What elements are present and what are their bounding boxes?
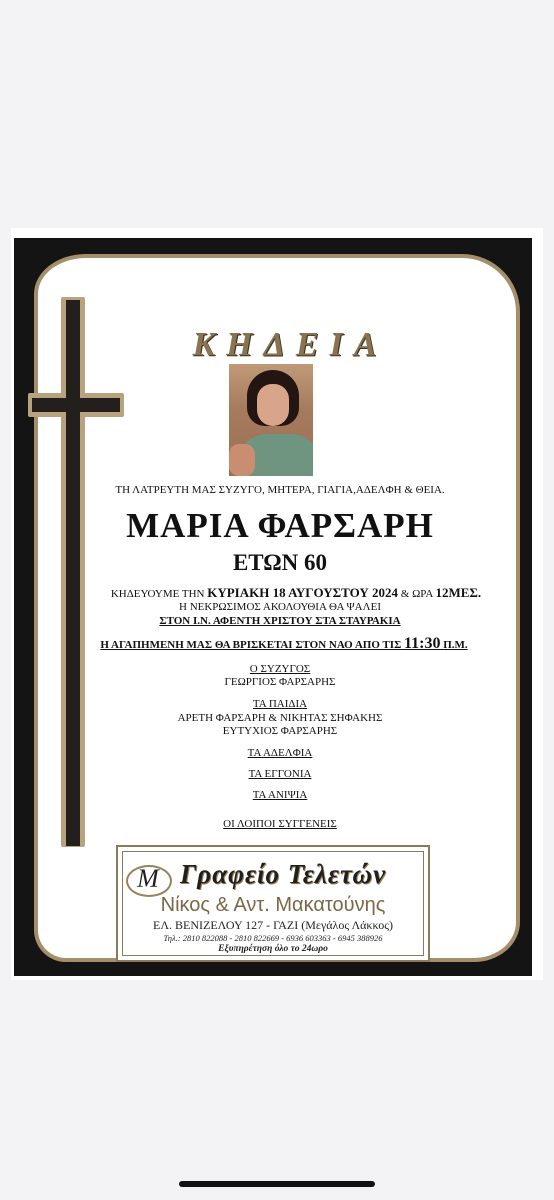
funeral-home-logo [126, 863, 170, 895]
viewing-suffix: Π.Μ. [443, 639, 468, 651]
nephews-label: ΤΑ ΑΝΙΨΙΑ [252, 789, 308, 801]
funeral-prefix: ΚΗΔΕΥΟΥΜΕ ΤΗΝ [110, 588, 205, 600]
children-line-2: ΕΥΤΥΧΙΟΣ ΦΑΡΣΑΡΗΣ [222, 725, 338, 737]
children-label: ΤΑ ΠΑΙΔΙΑ [252, 698, 308, 710]
photo-arm [229, 444, 255, 476]
funeral-home-service: Εξυπηρέτηση όλο το 24ωρο [218, 944, 328, 954]
service-line: Η ΝΕΚΡΩΣΙΜΟΣ ΑΚΟΛΟΥΘΙΑ ΘΑ ΨΑΛΕΙ [179, 601, 381, 613]
deceased-age: ΕΤΩΝ 60 [232, 550, 328, 575]
siblings-label: ΤΑ ΑΔΕΛΦΙΑ [247, 747, 313, 759]
funeral-date: ΚΥΡΙΑΚΗ 18 ΑΥΓΟΥΣΤΟΥ 2024 [207, 585, 399, 600]
grandchildren-label: ΤΑ ΕΓΓΟΝΙΑ [248, 768, 312, 780]
portrait-photo [229, 364, 313, 476]
funeral-home-name: Γραφείο Τελετών [180, 859, 387, 889]
notice-title: ΚΗΔΕΙΑ [192, 326, 388, 363]
logo-letter: Μ [137, 864, 159, 893]
funeral-line [40, 585, 552, 601]
relation-line: ΤΗ ΛΑΤΡΕΥΤΗ ΜΑΣ ΣΥΖΥΓΟ, ΜΗΤΕΡΑ, ΓΙΑΓΙΑ,ΑΔΕΛΦΗ & ΘΕΙΑ. [115, 484, 445, 496]
funeral-home-address: ΕΛ. ΒΕΝΙΖΕΛΟΥ 127 - ΓΑΖΙ (Μεγάλος Λάκκος) [152, 918, 394, 932]
children-line-1: ΑΡΕΤΗ ΦΑΡΣΑΡΗ & ΝΙΚΗΤΑΣ ΣΗΦΑΚΗΣ [177, 712, 383, 724]
funeral-home-owners: Νίκος & Αντ. Μακατούνης [160, 894, 386, 916]
photo-face [257, 384, 289, 426]
funeral-time: 12ΜΕΣ. [435, 585, 482, 600]
home-indicator[interactable] [179, 1181, 375, 1187]
funeral-mid: & ΩΡΑ [400, 588, 433, 600]
relatives-label: ΟΙ ΛΟΙΠΟΙ ΣΥΓΓΕΝΕΙΣ [223, 818, 337, 830]
spouse-label: Ο ΣΥΖΥΓΟΣ [249, 663, 311, 675]
viewing-time: 11:30 [404, 635, 441, 652]
cross-horizontal [32, 398, 120, 412]
viewing-prefix: Η ΑΓΑΠΗΜΕΝΗ ΜΑΣ ΘΑ ΒΡΙΣΚΕΤΑΙ ΣΤΟΝ ΝΑΟ ΑΠΟ ΤΙΣ [100, 639, 402, 651]
spouse-name: ΓΕΩΡΓΙΟΣ ΦΑΡΣΑΡΗΣ [224, 676, 336, 688]
deceased-name: ΜΑΡΙΑ ΦΑΡΣΑΡΗ [126, 506, 434, 545]
viewing-line [40, 635, 528, 653]
funeral-home-phones: Τηλ.: 2810 822088 - 2810 822669 - 6936 603363 - 6945 388926 [163, 933, 383, 943]
church-line: ΣΤΟΝ Ι.Ν. ΑΦΕΝΤΗ ΧΡΙΣΤΟΥ ΣΤΑ ΣΤΑΥΡΑΚΙΑ [159, 615, 401, 627]
